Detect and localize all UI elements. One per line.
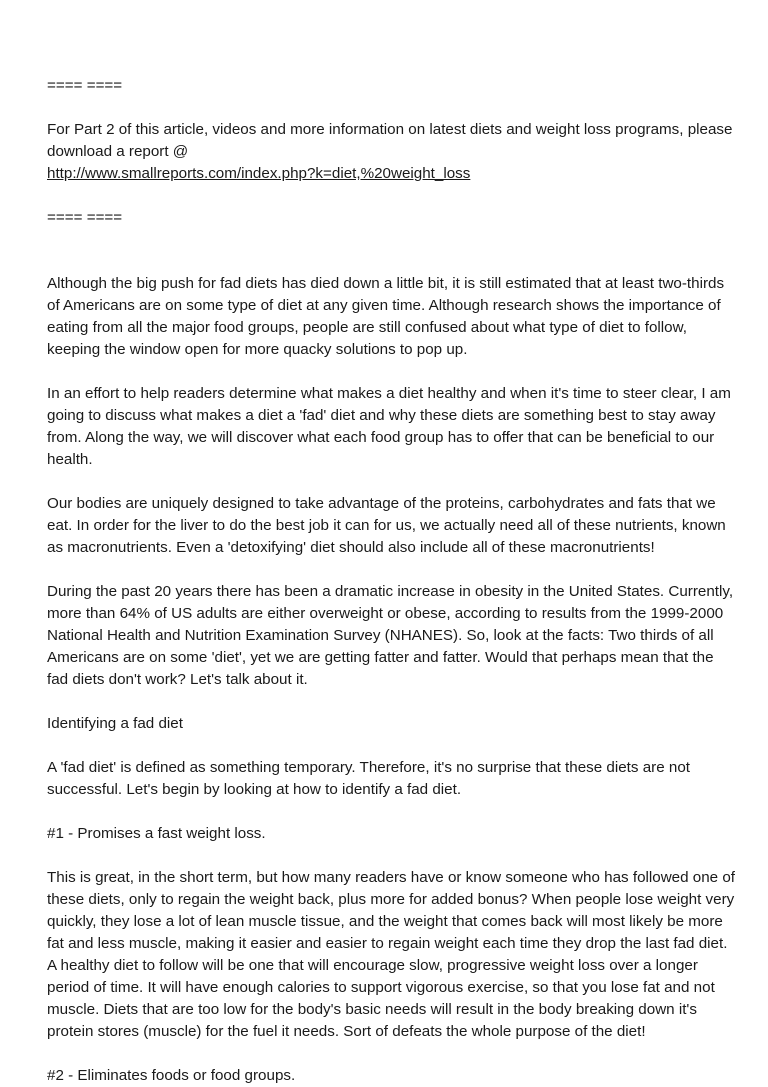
paragraph-2: In an effort to help readers determine what makes a diet healthy and when it's time to steer clear, I am going to discuss what makes a diet a 'fad' diet and why these diets are something best to stay away from. Along the way, we will discover what each food group has to offer that can be beneficial to our health. xyxy=(47,385,731,468)
list-item-2: #2 - Eliminates foods or food groups. xyxy=(47,1067,296,1084)
report-link[interactable]: http://www.smallreports.com/index.php?k=diet,%20weight_loss xyxy=(47,165,471,182)
paragraph-3: Our bodies are uniquely designed to take advantage of the proteins, carbohydrates and fats that we eat. In order for the liver to do the best job it can for us, we actually need all of these nutrients, known as macronutrients. Even a 'detoxifying' diet should also include all of these macronutrients! xyxy=(47,495,726,556)
paragraph-4: During the past 20 years there has been a dramatic increase in obesity in the United States. Currently, more than 64% of US adults are either overweight or obese, according to results from the 1999-2000 National Health and Nutrition Examination Survey (NHANES). So, look at the facts: Two thirds of all Americans are on some 'diet', yet we are getting fatter and fatter. Would that perhaps mean that the fad diets don't work? Let's talk about it. xyxy=(47,583,734,688)
list-item-1: #1 - Promises a fast weight loss. xyxy=(47,825,266,842)
section-heading: Identifying a fad diet xyxy=(47,715,183,732)
paragraph-5: A 'fad diet' is defined as something temporary. Therefore, it's no surprise that these diets are not successful. Let's begin by looking at how to identify a fad diet. xyxy=(47,759,690,798)
paragraph-6: This is great, in the short term, but how many readers have or know someone who has followed one of these diets, only to regain the weight back, plus more for added bonus? When people lose weight very quickly, they lose a lot of lean muscle tissue, and the weight that comes back will most likely be more fat and less muscle, making it easier and easier to regain weight each time they drop the last fad diet. A healthy diet to follow will be one that will encourage slow, progressive weight loss over a longer period of time. It will have enough calories to support vigorous exercise, so that you lose fat and not muscle. Diets that are too low for the body's basic needs will result in the body breaking down it's protein stores (muscle) for the fuel it needs. Sort of defeats the whole purpose of the diet! xyxy=(47,869,736,1040)
separator-top: ==== ==== xyxy=(47,77,123,94)
separator-bottom: ==== ==== xyxy=(47,209,123,226)
download-notice: For Part 2 of this article, videos and more information on latest diets and weight loss programs, please download a report @ xyxy=(47,121,733,160)
paragraph-1: Although the big push for fad diets has died down a little bit, it is still estimated that at least two-thirds of Americans are on some type of diet at any given time. Although research shows the importance of eating from all the major food groups, people are still confused about what type of diet to follow, keeping the window open for more quacky solutions to pop up. xyxy=(47,275,725,358)
document-page xyxy=(47,75,737,1087)
